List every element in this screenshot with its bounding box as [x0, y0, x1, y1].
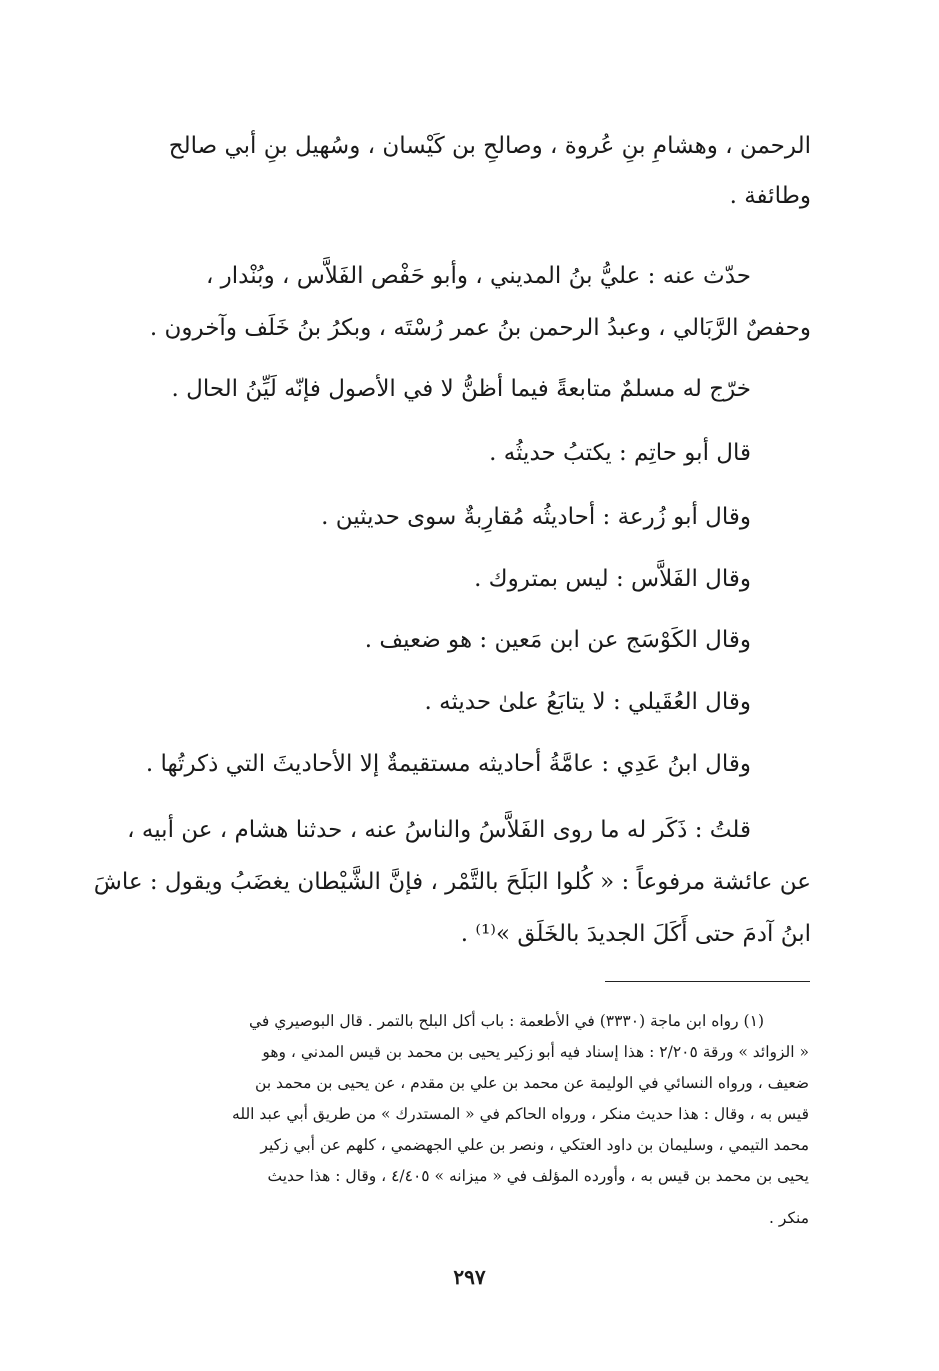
- body-line: وقال أبو زُرعة : أحاديثُه مُقارِبةٌ سوى حديثين .: [321, 504, 751, 530]
- footnote-line: محمد التيمي ، وسليمان بن داود العتكي ، ونصر بن علي الجهضمي ، كلهم عن أبي زكير: [260, 1136, 809, 1154]
- footnote-separator: [605, 981, 810, 982]
- body-line: قال أبو حاتِم : يكتبُ حديثُه .: [489, 440, 751, 466]
- footnote-line: يحيى بن محمد بن قيس به ، وأورده المؤلف في « ميزانه » ٤/٤٠٥ ، وقال : هذا حديث: [267, 1167, 809, 1185]
- page-number: ٢٩٧: [453, 1265, 486, 1289]
- footnote-line: منكر .: [769, 1209, 809, 1227]
- footnote-line: قيس به ، وقال : هذا حديث منكر ، ورواه الحاكم في « المستدرك » من طريق أبي عبد الله: [232, 1105, 809, 1123]
- body-line: حدّث عنه : عليُّ بنُ المديني ، وأبو حَفْص الفَلاَّس ، وبُنْدار ،: [205, 263, 751, 289]
- body-line: وقال العُقَيلي : لا يتابَعُ علىٰ حديثه .: [424, 689, 751, 715]
- footnote-line: ضعيف ، ورواه النسائي في الوليمة عن محمد بن علي بن مقدم ، عن يحيى بن محمد بن: [255, 1074, 809, 1092]
- body-line: خرّج له مسلمٌ متابعةً فيما أظنُّ لا في الأصول فإنّه لَيِّنُ الحال .: [171, 376, 751, 402]
- body-line: قلتُ : ذَكَر له ما روى الفَلاَّسُ والناسُ عنه ، حدثنا هشام ، عن أبيه ،: [127, 817, 751, 843]
- footnote-line: (١) رواه ابن ماجة (٣٣٣٠) في الأطعمة : باب أكل البلح بالتمر . قال البوصيري في: [248, 1012, 764, 1030]
- body-line: وقال الكَوْسَج عن ابن مَعين : هو ضعيف .: [364, 627, 751, 653]
- footnote-line: « الزوائد » ورقة ٢/٢٠٥ : هذا إسناد فيه أبو زكير يحيى بن محمد بن قيس المدني ، وهو: [262, 1043, 809, 1061]
- body-line: عن عائشة مرفوعاً : « كُلوا البَلَحَ بالتَّمْر ، فإنَّ الشَّيْطان يغضَبُ ويقول : عاشَ: [93, 869, 811, 895]
- body-line: وحفصٌ الرَّبَالي ، وعبدُ الرحمن بنُ عمر رُسْتَه ، وبكرُ بنُ خَلَف وآخرون .: [149, 315, 811, 341]
- body-line: وطائفة .: [729, 183, 811, 209]
- body-line: الرحمن ، وهشامِ بنِ عُروة ، وصالحِ بن كَيْسان ، وسُهيل بنِ أبي صالح: [168, 133, 811, 159]
- body-line: ابنُ آدمَ حتى أَكَلَ الجديدَ بالخَلَق »⁽¹⁾ .: [460, 921, 811, 947]
- body-line: وقال الفَلاَّس : ليس بمتروك .: [474, 566, 751, 592]
- body-line: وقال ابنُ عَدِي : عامَّةُ أحاديثه مستقيمةٌ إلا الأحاديثَ التي ذكرتُها .: [145, 751, 751, 777]
